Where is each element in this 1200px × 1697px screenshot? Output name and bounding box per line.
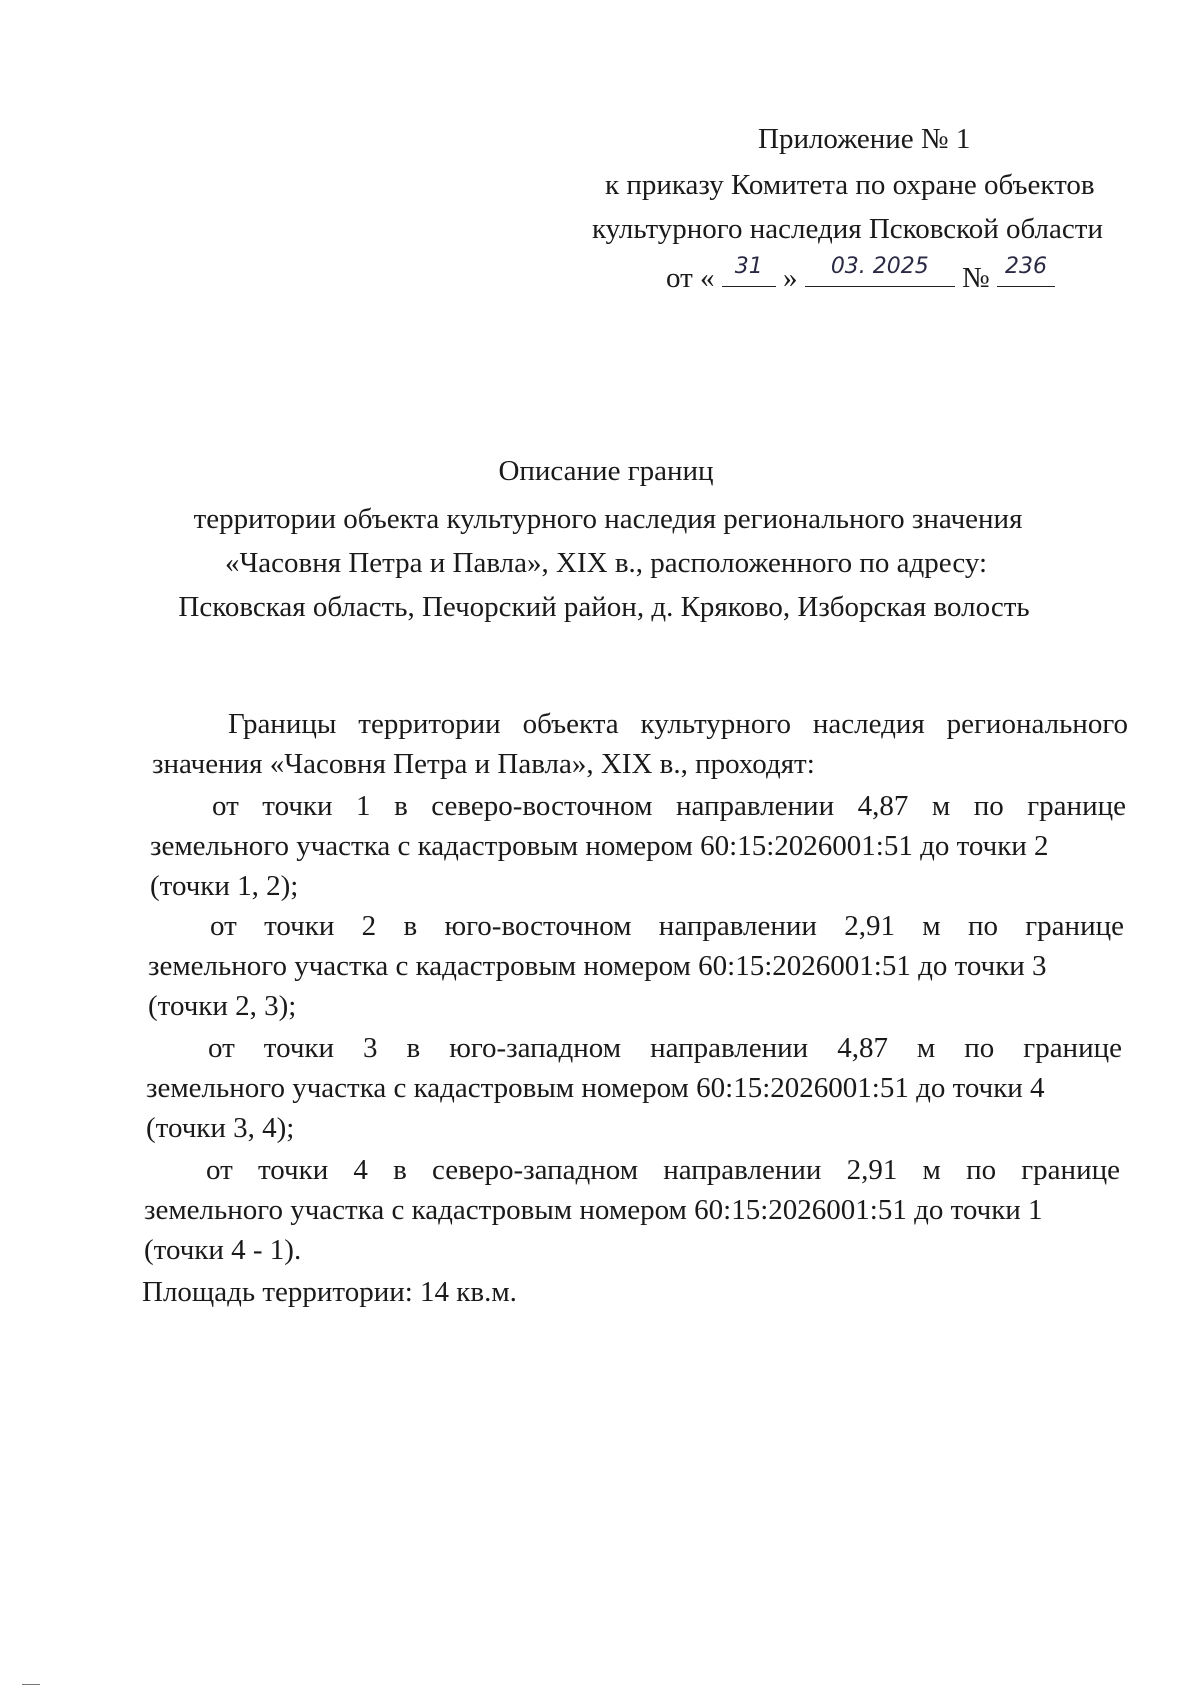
area-text: Площадь территории: 14 кв.м. bbox=[142, 1276, 517, 1308]
doc-title: Описание границ bbox=[498, 455, 714, 487]
order-day-field bbox=[722, 256, 776, 287]
segment-4-line3: (точки 4 - 1). bbox=[144, 1234, 302, 1266]
order-date-line bbox=[666, 256, 1055, 295]
segment-3-line2: земельного участка с кадастровым номером 60:15:2026001:51 до точки 4 bbox=[146, 1072, 1045, 1104]
doc-title-line3: «Часовня Петра и Павла», XIX в., расположенного по адресу: bbox=[224, 547, 988, 579]
segment-2-line2: земельного участка с кадастровым номером 60:15:2026001:51 до точки 3 bbox=[148, 950, 1047, 982]
segment-3-line1: от точки 3 в юго-западном направлении 4,87 м по границе bbox=[208, 1032, 1122, 1064]
appendix-label: Приложение № 1 bbox=[758, 123, 971, 155]
intro-line1: Границы территории объекта культурного наследия регионального bbox=[228, 708, 1128, 740]
order-number-handwritten: 236 bbox=[1004, 254, 1047, 279]
order-date-field bbox=[805, 256, 955, 287]
boundary-segment-3 bbox=[146, 1028, 1122, 1148]
segment-2-line1: от точки 2 в юго-восточном направлении 2,91 м по границе bbox=[210, 910, 1124, 942]
order-no-label: № bbox=[962, 262, 990, 294]
segment-1-line3: (точки 1, 2); bbox=[150, 870, 299, 902]
doc-title-line2: территории объекта культурного наследия регионального значения bbox=[193, 503, 1023, 535]
boundary-segment-2 bbox=[148, 906, 1124, 1026]
segment-4-line2: земельного участка с кадастровым номером 60:15:2026001:51 до точки 1 bbox=[144, 1194, 1043, 1226]
territory-area bbox=[142, 1272, 842, 1312]
order-day-handwritten: 31 bbox=[734, 254, 763, 279]
intro-paragraph bbox=[152, 704, 1128, 784]
segment-1-line2: земельного участка с кадастровым номером 60:15:2026001:51 до точки 2 bbox=[150, 830, 1049, 862]
scan-edge-mark bbox=[22, 1684, 40, 1685]
boundary-segment-4 bbox=[144, 1150, 1120, 1270]
segment-2-line3: (точки 2, 3); bbox=[148, 990, 297, 1022]
segment-1-line1: от точки 1 в северо-восточном направлении 4,87 м по границе bbox=[212, 790, 1126, 822]
order-number-field bbox=[997, 256, 1055, 287]
segment-3-line3: (точки 3, 4); bbox=[146, 1112, 295, 1144]
order-mid: » bbox=[783, 262, 798, 294]
order-prefix: от « bbox=[666, 262, 715, 294]
intro-line2: значения «Часовня Петра и Павла», XIX в., проходят: bbox=[152, 748, 815, 780]
doc-title-line4: Псковская область, Печорский район, д. Кряково, Изборская волость bbox=[178, 591, 1030, 623]
committee-name-line: культурного наследия Псковской области bbox=[592, 213, 1103, 245]
order-date-handwritten: 03. 2025 bbox=[830, 254, 929, 279]
segment-4-line1: от точки 4 в северо-западном направлении 2,91 м по границе bbox=[206, 1154, 1120, 1186]
boundary-segment-1 bbox=[150, 786, 1126, 906]
order-reference-line: к приказу Комитета по охране объектов bbox=[605, 169, 1095, 201]
